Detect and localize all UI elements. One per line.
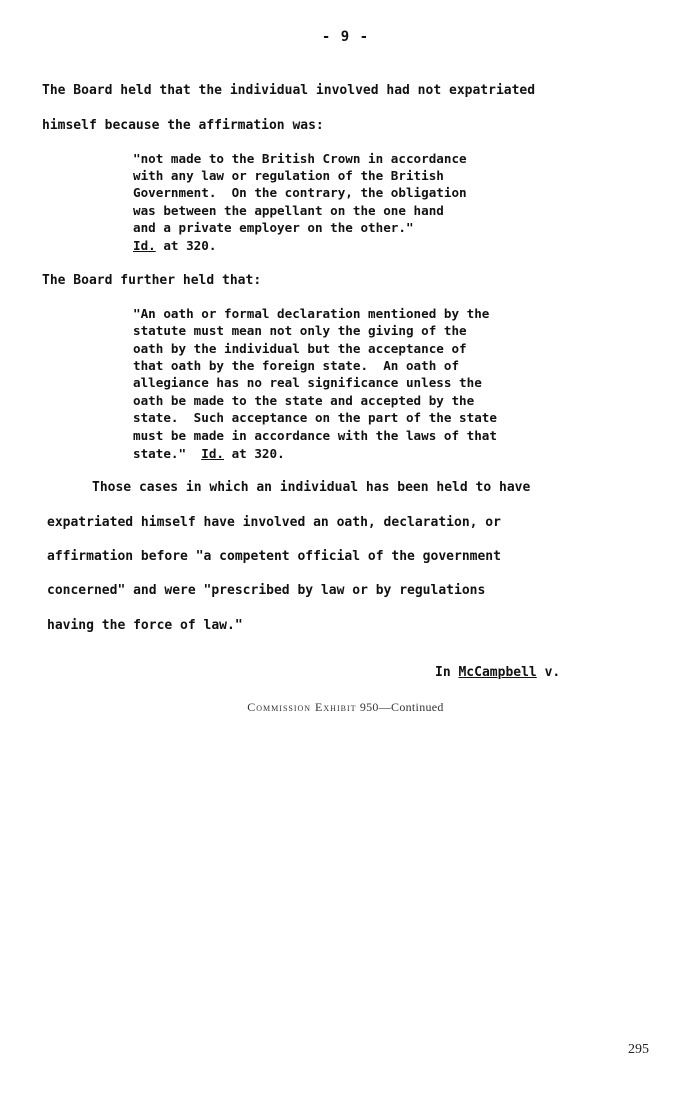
quote-line: "not made to the British Crown in accordance: [133, 151, 467, 166]
page-marker: - 9 -: [321, 29, 370, 45]
quote-line: was between the appellant on the one hand: [133, 203, 444, 218]
citation-id: Id.: [201, 446, 224, 461]
exhibit-caption: [0, 700, 691, 715]
quote-line: oath be made to the state and accepted by the: [133, 393, 475, 408]
quote-end: state.": [133, 446, 202, 461]
case-name: McCampbell: [458, 665, 537, 680]
paragraph-line: The Board held that the individual involved had not expatriated: [42, 83, 536, 98]
signoff-line: [435, 665, 560, 680]
citation-id: Id.: [133, 238, 156, 253]
caption-label: Commission Exhibit: [247, 700, 357, 714]
paragraph-line: The Board further held that:: [42, 273, 262, 288]
quote-line: "An oath or formal declaration mentioned by the: [133, 306, 490, 321]
paragraph-line: concerned" and were "prescribed by law or by regulations: [47, 583, 486, 598]
paragraph-line: expatriated himself have involved an oath, declaration, or: [47, 515, 501, 530]
citation-page: at 320.: [224, 446, 285, 461]
paragraph-line: having the force of law.": [47, 618, 243, 633]
quote-line: with any law or regulation of the British: [133, 168, 444, 183]
signoff-prefix: In: [435, 665, 459, 680]
citation-page: at 320.: [155, 238, 217, 253]
citation-line: [133, 445, 285, 463]
quote-line: statute must mean not only the giving of the: [133, 323, 467, 338]
quote-line: state. Such acceptance on the part of the state: [133, 410, 497, 425]
paragraph-line: affirmation before "a competent official of the government: [47, 549, 501, 564]
quote-line: and a private employer on the other.": [133, 220, 414, 235]
quote-line: allegiance has no real significance unless the: [133, 375, 482, 390]
quote-line: oath by the individual but the acceptance of: [133, 341, 467, 356]
signoff-suffix: v.: [536, 665, 561, 680]
quote-line: must be made in accordance with the laws of that: [133, 428, 497, 443]
quote-line: that oath by the foreign state. An oath of: [133, 358, 460, 373]
page-number: 295: [628, 1042, 649, 1057]
caption-number: 950: [359, 700, 379, 714]
citation-line: [133, 237, 216, 255]
caption-suffix: —Continued: [378, 700, 444, 714]
quote-line: Government. On the contrary, the obligation: [133, 185, 467, 200]
paragraph-line: himself because the affirmation was:: [42, 118, 324, 133]
paragraph-line: Those cases in which an individual has been held to have: [92, 480, 531, 495]
